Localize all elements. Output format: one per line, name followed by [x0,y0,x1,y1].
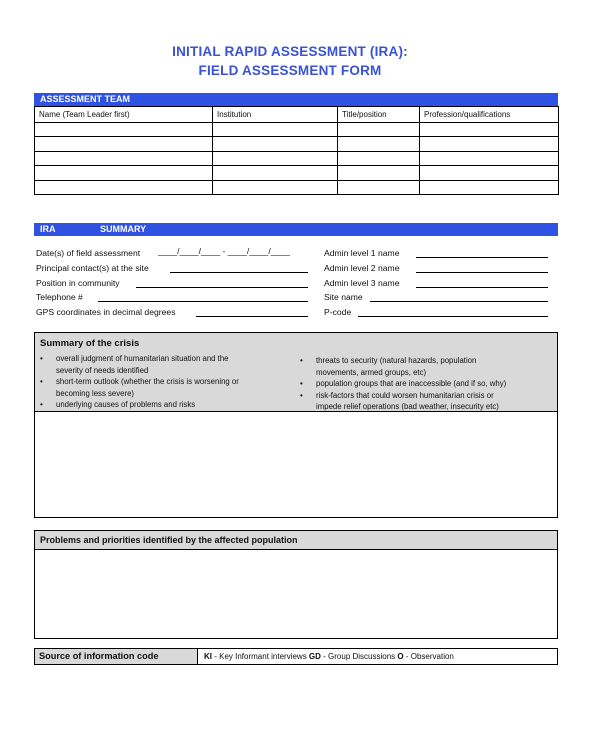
profession-cell[interactable] [420,151,559,165]
admin2-label: Admin level 2 name [324,263,400,273]
title-cell[interactable] [338,137,420,151]
list-item: • underlying causes of problems and risks [40,400,196,409]
col-header-title: Title/position [338,107,420,123]
source-label: Source of information code [34,648,198,665]
list-item: • risk-factors that could worsen humanitarian crisis or impede relief operations (bad weather, insecurity etc) [300,390,499,411]
name-cell[interactable] [35,123,213,137]
crisis-summary-title: Summary of the crisis [40,338,140,349]
table-row [35,151,559,165]
code-o: O [397,652,404,661]
site-name-label: Site name [324,292,363,302]
gps-line[interactable] [196,316,308,317]
title-cell[interactable] [338,151,420,165]
list-item: • population groups that are inaccessible (and if so, why) [300,379,507,388]
institution-cell[interactable] [213,137,338,151]
bullet-icon: • [40,400,43,409]
institution-cell[interactable] [213,123,338,137]
form-title-line1: INITIAL RAPID ASSESSMENT (IRA): [172,44,408,59]
code-gd: GD [308,652,321,661]
admin1-label: Admin level 1 name [324,248,400,258]
code-ki: KI [204,652,212,661]
ira-label: IRA [40,224,56,234]
form-title-line2: FIELD ASSESSMENT FORM [198,63,382,78]
pcode-line[interactable] [358,316,548,317]
table-row [35,137,559,151]
table-row [35,166,559,180]
table-row [35,123,559,137]
assessment-team-table [34,106,559,195]
position-label: Position in community [36,278,120,288]
profession-cell[interactable] [420,137,559,151]
telephone-line[interactable] [98,301,308,302]
crisis-summary-textarea[interactable] [34,411,558,518]
profession-cell[interactable] [420,123,559,137]
bullet-icon: • [40,354,43,363]
site-name-line[interactable] [370,301,548,302]
institution-cell[interactable] [213,180,338,194]
institution-cell[interactable] [213,151,338,165]
date-field-label: Date(s) of field assessment [36,248,141,258]
col-header-profession: Profession/qualifications [420,107,559,123]
principal-contacts-line[interactable] [170,272,308,273]
profession-cell[interactable] [420,166,559,180]
list-item: • threats to security (natural hazards, population movements, armed groups, etc) [300,356,477,377]
title-cell[interactable] [338,180,420,194]
col-header-institution: Institution [213,107,338,123]
assessment-team-title: ASSESSMENT TEAM [40,94,131,104]
problems-textarea[interactable] [34,549,558,639]
crisis-left-bullets [38,353,288,411]
col-header-name: Name (Team Leader first) [35,107,213,123]
list-item: • short-term outlook (whether the crisis is worsening or becoming less severe) [40,377,239,398]
admin1-line[interactable] [416,257,548,258]
problems-title: Problems and priorities identified by the affected population [40,535,298,545]
position-line[interactable] [136,287,308,288]
telephone-label: Telephone # [36,292,83,302]
title-cell[interactable] [338,123,420,137]
principal-contacts-label: Principal contact(s) at the site [36,263,149,273]
bullet-icon: • [40,377,43,386]
admin3-label: Admin level 3 name [324,278,400,288]
crisis-right-bullets [298,355,556,413]
profession-cell[interactable] [420,180,559,194]
pcode-label: P-code [324,307,352,317]
name-cell[interactable] [35,180,213,194]
assessment-team-header [34,93,558,106]
team-table-header-row [35,107,559,123]
bullet-icon: • [300,390,303,400]
date-field-blanks[interactable]: ____/____/____ - ____/____/____ [158,246,290,256]
title-cell[interactable] [338,166,420,180]
gps-label: GPS coordinates in decimal degrees [36,307,176,317]
name-cell[interactable] [35,151,213,165]
summary-label: SUMMARY [100,224,147,234]
admin3-line[interactable] [416,287,548,288]
institution-cell[interactable] [213,166,338,180]
admin2-line[interactable] [416,272,548,273]
name-cell[interactable] [35,166,213,180]
bullet-icon: • [300,356,303,365]
list-item: • overall judgment of humanitarian situation and the severity of needs identified [40,354,229,375]
ira-summary-header [34,223,558,236]
source-codes[interactable]: KI - Key Informant interviews GD - Group Discussions O - Observation [198,648,558,665]
table-row [35,180,559,194]
name-cell[interactable] [35,137,213,151]
bullet-icon: • [300,379,303,388]
